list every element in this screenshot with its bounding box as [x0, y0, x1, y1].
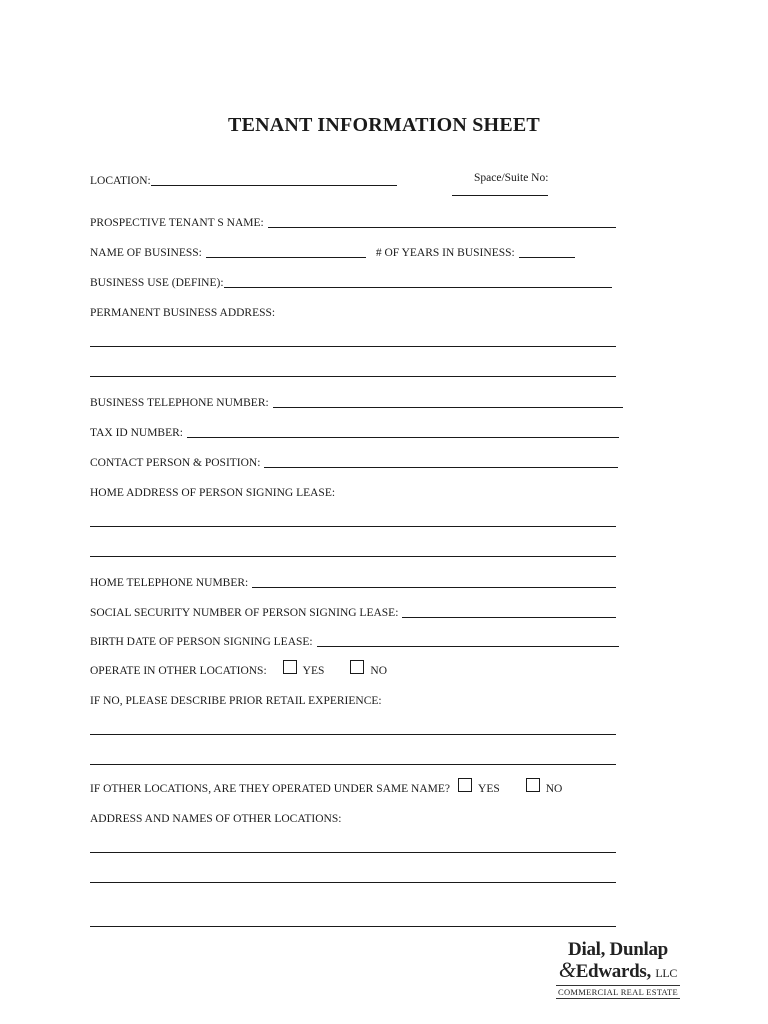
years-in-business-field[interactable]	[519, 257, 575, 258]
other-addresses-label: ADDRESS AND NAMES OF OTHER LOCATIONS:	[90, 813, 342, 825]
logo-line-2	[556, 957, 680, 983]
permanent-address-line-2[interactable]	[90, 376, 616, 377]
home-phone-row	[90, 572, 616, 590]
same-name-yes-checkbox[interactable]	[458, 778, 472, 792]
prior-experience-line-1[interactable]	[90, 734, 616, 735]
ssn-label: SOCIAL SECURITY NUMBER OF PERSON SIGNING LEASE:	[90, 607, 399, 619]
prior-experience-line-2[interactable]	[90, 764, 616, 765]
prospective-tenant-label: PROSPECTIVE TENANT S NAME:	[90, 217, 264, 229]
suite-label: Space/Suite No:	[474, 172, 549, 184]
ssn-row	[90, 602, 616, 620]
birth-date-row	[90, 631, 619, 649]
other-locations-row	[90, 660, 387, 678]
same-name-row	[90, 778, 562, 796]
logo-ampersand: &	[558, 957, 576, 982]
prospective-tenant-row	[90, 212, 616, 230]
contact-person-label: CONTACT PERSON & POSITION:	[90, 457, 261, 469]
logo-tagline: COMMERCIAL REAL ESTATE	[557, 987, 679, 997]
contact-person-field[interactable]	[264, 467, 618, 468]
company-logo	[556, 940, 680, 999]
business-name-label: NAME OF BUSINESS:	[90, 247, 202, 259]
tax-id-field[interactable]	[187, 437, 619, 438]
logo-divider	[556, 985, 680, 986]
birth-date-field[interactable]	[317, 646, 619, 647]
business-phone-field[interactable]	[273, 407, 623, 408]
prospective-tenant-field[interactable]	[268, 227, 616, 228]
contact-person-row	[90, 452, 618, 470]
birth-date-label: BIRTH DATE OF PERSON SIGNING LEASE:	[90, 636, 313, 648]
prior-experience-label: IF NO, PLEASE DESCRIBE PRIOR RETAIL EXPERIENCE:	[90, 695, 382, 707]
logo-line-2-text: Edwards,	[575, 961, 651, 982]
business-phone-label: BUSINESS TELEPHONE NUMBER:	[90, 397, 269, 409]
permanent-address-label: PERMANENT BUSINESS ADDRESS:	[90, 307, 276, 319]
page-title: TENANT INFORMATION SHEET	[228, 114, 540, 136]
home-address-label: HOME ADDRESS OF PERSON SIGNING LEASE:	[90, 487, 336, 499]
other-addresses-line-3[interactable]	[90, 926, 616, 927]
home-address-line-2[interactable]	[90, 556, 616, 557]
business-use-field[interactable]	[224, 287, 612, 288]
tax-id-label: TAX ID NUMBER:	[90, 427, 183, 439]
other-locations-no-checkbox[interactable]	[350, 660, 364, 674]
logo-line-1: Dial, Dunlap	[568, 939, 668, 960]
other-locations-yes-label: YES	[302, 665, 325, 677]
ssn-field[interactable]	[402, 617, 616, 618]
home-address-line-1[interactable]	[90, 526, 616, 527]
tax-id-row	[90, 422, 619, 440]
prior-experience-row	[90, 690, 382, 708]
other-addresses-line-2[interactable]	[90, 882, 616, 883]
home-phone-label: HOME TELEPHONE NUMBER:	[90, 577, 249, 589]
business-phone-row	[90, 392, 623, 410]
same-name-yes-label: YES	[478, 783, 500, 795]
other-locations-label: OPERATE IN OTHER LOCATIONS:	[90, 665, 267, 677]
business-use-row	[90, 272, 612, 290]
suite-field[interactable]	[452, 195, 548, 196]
permanent-address-row	[90, 302, 275, 320]
other-addresses-row	[90, 808, 341, 826]
business-name-field[interactable]	[206, 257, 366, 258]
other-locations-no-label: NO	[370, 665, 388, 677]
home-phone-field[interactable]	[252, 587, 616, 588]
location-row	[90, 170, 397, 188]
other-addresses-line-1[interactable]	[90, 852, 616, 853]
permanent-address-line-1[interactable]	[90, 346, 616, 347]
same-name-label: IF OTHER LOCATIONS, ARE THEY OPERATED UNDER SAME NAME?	[90, 783, 451, 795]
years-in-business-label: # OF YEARS IN BUSINESS:	[375, 247, 515, 259]
same-name-no-label: NO	[545, 783, 563, 795]
same-name-no-checkbox[interactable]	[526, 778, 540, 792]
business-name-row	[90, 242, 575, 260]
location-label: LOCATION:	[90, 175, 151, 187]
other-locations-yes-checkbox[interactable]	[283, 660, 297, 674]
location-field[interactable]	[151, 185, 397, 186]
logo-llc: LLC	[655, 966, 678, 980]
home-address-row	[90, 482, 335, 500]
business-use-label: BUSINESS USE (DEFINE):	[90, 277, 224, 289]
